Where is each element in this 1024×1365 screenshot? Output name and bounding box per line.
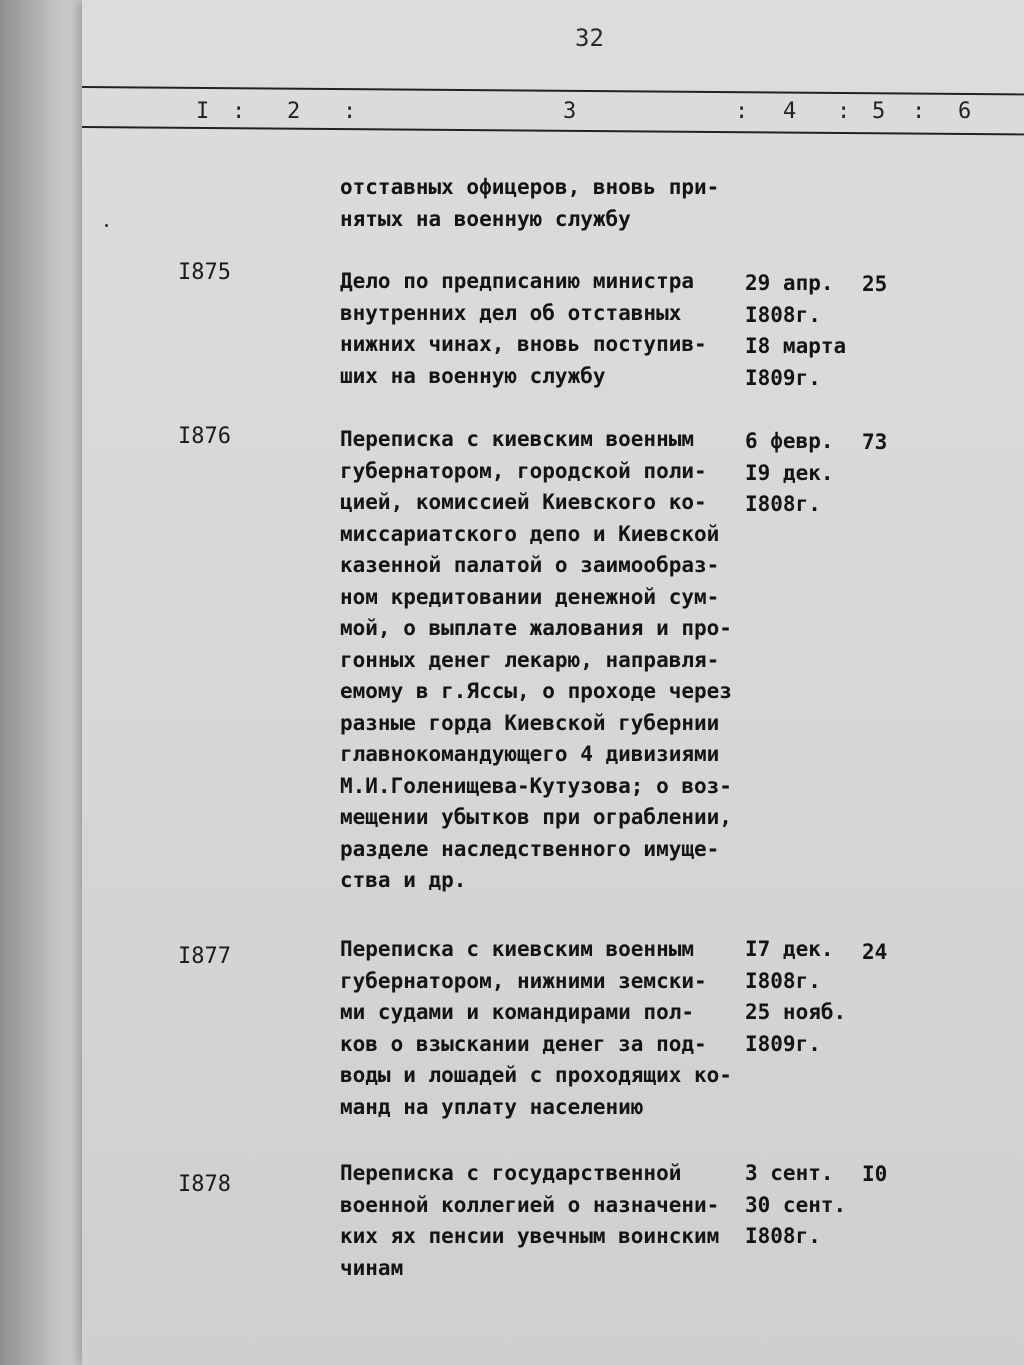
entry-description: Переписка с киевским военным губернатором, городской поли- цией, комиссией Киевского ко- миссариатского депо и Киевской казенной палатой о заимообраз- ном кредитовании денежной сум- мой, о выплате жалования и про- гонных денег лекарю, направля- емому в г.Яссы, о проходе через разные горда Киевской губернии главнокомандующего 4 дивизиями М.И.Голенищева-Кутузова; о воз- мещении убытков при ограблении, разделе наследственного имуще- ства и др.	[340, 427, 732, 892]
entry-number: I875	[178, 260, 231, 285]
column-header: 6	[958, 99, 972, 124]
column-header: 5	[872, 99, 886, 124]
entry-dates: 3 сент. 30 сент. I808г.	[745, 1161, 847, 1248]
column-separator: :	[735, 99, 749, 124]
entry-dates: I7 дек. I808г. 25 нояб. I809г.	[745, 937, 847, 1056]
column-separator: :	[912, 99, 926, 124]
column-separator: :	[343, 99, 357, 124]
entry-sheets: 24	[862, 940, 888, 964]
entry-number: I876	[178, 424, 231, 449]
entry-dates: 6 февр. I9 дек. I808г.	[745, 429, 834, 516]
page-number: 32	[575, 24, 604, 52]
ink-dot	[105, 224, 108, 227]
column-header: I	[196, 99, 210, 124]
entry-sheets: I0	[862, 1162, 888, 1186]
column-header: 2	[287, 99, 301, 124]
entry-description: Переписка с государственной военной коллегией о назначени- ких ях пенсии увечным воинским чинам	[340, 1161, 720, 1280]
column-separator: :	[837, 99, 851, 124]
entry-description: Переписка с киевским военным губернатором, нижними земски- ми судами и командирами пол- ков о взыскании денег за под- воды и лошадей с проходящих ко- манд на уплату населению	[340, 937, 732, 1119]
entry-sheets: 25	[862, 272, 888, 296]
column-separator: :	[232, 99, 246, 124]
entry-description: Дело по предписанию министра внутренних дел об отставных нижних чинах, вновь поступив- ших на военную службу	[340, 269, 707, 388]
column-header: 4	[783, 99, 797, 124]
entry-number: I877	[178, 944, 231, 969]
entry-number: I878	[178, 1172, 231, 1197]
column-header: 3	[563, 99, 577, 124]
entry-sheets: 73	[862, 430, 888, 454]
entry-dates: 29 апр. I808г. I8 марта I809г.	[745, 271, 847, 390]
entry-description: отставных офицеров, вновь при- нятых на военную службу	[340, 175, 720, 231]
